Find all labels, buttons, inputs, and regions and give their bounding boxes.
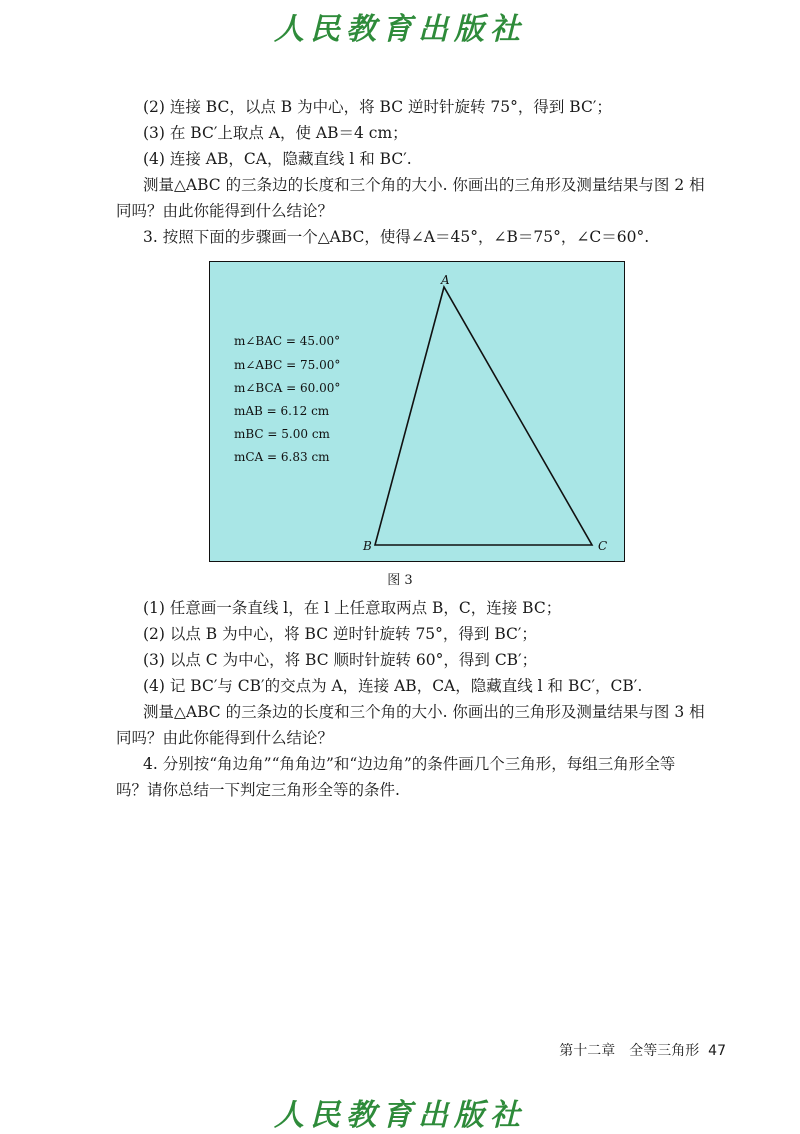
exercise-4-text-2: 吗？请你总结一下判定三角形全等的条件. <box>116 781 400 799</box>
triangle-abc <box>375 287 592 545</box>
page-number: 47 <box>708 1043 726 1059</box>
step-2-text-b: (2) 以点 B 为中心，将 BC 逆时针旋转 75°，得到 BC′； <box>143 625 537 643</box>
publisher-logo-top: 人民教育出版社 <box>274 12 526 47</box>
step-3-text-b: (3) 以点 C 为中心，将 BC 顺时针旋转 60°，得到 CB′； <box>143 651 538 669</box>
question-line-2: 同吗？由此你能得到什么结论？ <box>116 202 334 220</box>
vertex-label-b: B <box>363 539 372 553</box>
vertex-label-c: C <box>598 539 608 553</box>
measure-angle-bac: m∠BAC = 45.00° <box>234 334 341 348</box>
question-line-4: 同吗？由此你能得到什么结论？ <box>116 729 334 747</box>
publisher-logo-bottom: 人民教育出版社 <box>274 1098 526 1133</box>
step-3-text: (3) 在 BC′上取点 A，使 AB＝4 cm； <box>143 124 408 142</box>
chapter-title: 第十二章 全等三角形 <box>559 1043 700 1059</box>
vertex-label-a: A <box>441 273 450 287</box>
exercise-4-text: 4. 分别按“角边角”“角角边”和“边边角”的条件画几个三角形，每组三角形全等 <box>143 755 676 773</box>
step-4-text: (4) 连接 AB，CA，隐藏直线 l 和 BC′. <box>143 150 412 168</box>
step-1-text-b: (1) 任意画一条直线 l，在 l 上任意取两点 B，C，连接 BC； <box>143 599 562 617</box>
question-line-1: 测量△ABC 的三条边的长度和三个角的大小. 你画出的三角形及测量结果与图 2 相 <box>143 176 705 194</box>
step-2-text: (2) 连接 BC，以点 B 为中心，将 BC 逆时针旋转 75°，得到 BC′； <box>143 98 612 116</box>
measure-side-bc: mBC = 5.00 cm <box>234 427 330 441</box>
exercise-3-text: 3. 按照下面的步骤画一个△ABC，使得∠A＝45°，∠B＝75°，∠C＝60°. <box>143 228 650 246</box>
measure-angle-abc: m∠ABC = 75.00° <box>234 358 341 372</box>
figure-3-triangle-construction <box>209 261 625 562</box>
question-line-3: 测量△ABC 的三条边的长度和三个角的大小. 你画出的三角形及测量结果与图 3 相 <box>143 703 705 721</box>
measure-angle-bca: m∠BCA = 60.00° <box>234 381 341 395</box>
measure-side-ca: mCA = 6.83 cm <box>234 450 330 464</box>
figure-caption: 图 3 <box>387 573 413 588</box>
page-footer <box>559 1040 726 1060</box>
measure-side-ab: mAB = 6.12 cm <box>234 404 330 418</box>
step-4-text-b: (4) 记 BC′与 CB′的交点为 A，连接 AB，CA，隐藏直线 l 和 BC′，CB′. <box>143 677 643 695</box>
